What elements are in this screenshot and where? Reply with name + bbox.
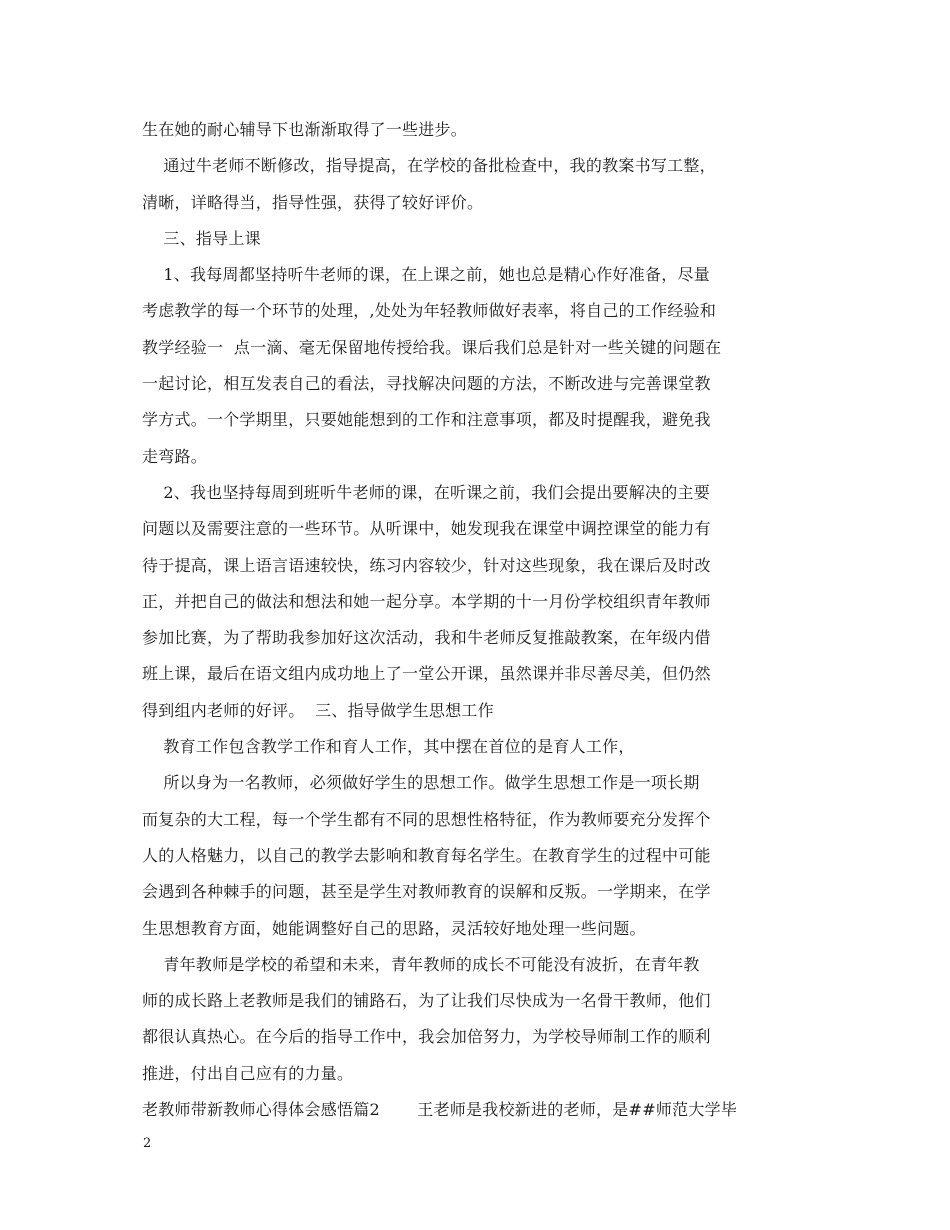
text-line: 所以身为一名教师，必须做好学生的思想工作。做学生思想工作是一项长期 xyxy=(142,773,700,793)
text-line: 得到组内老师的好评。 三、指导做学生思想工作 xyxy=(142,700,494,720)
text-line: 人的人格魅力，以自己的教学去影响和教育每名学生。在教育学生的过程中可能 xyxy=(142,845,711,865)
text-line: 参加比赛，为了帮助我参加好这次活动，我和牛老师反复推敲教案，在年级内借 xyxy=(142,628,711,648)
text-line: 会遇到各种棘手的问题，甚至是学生对教师教育的误解和反叛。一学期来，在学 xyxy=(142,882,711,902)
text-line: 问题以及需要注意的一些环节。从听课中，她发现我在课堂中调控课堂的能力有 xyxy=(142,519,711,539)
page-number: 2 xyxy=(143,1136,152,1151)
text-line: 师的成长路上老教师是我们的铺路石，为了让我们尽快成为一名骨干教师，他们 xyxy=(142,991,711,1011)
text-line: 教学经验一 点一滴、毫无保留地传授给我。课后我们总是针对一些关键的问题在 xyxy=(142,337,722,357)
text-line: 青年教师是学校的希望和未来，青年教师的成长不可能没有波折，在青年教 xyxy=(142,954,700,974)
text-line: 正，并把自己的做法和想法和她一起分享。本学期的十一月份学校组织青年教师 xyxy=(142,591,711,611)
text-line: 推进，付出自己应有的力量。 xyxy=(142,1063,354,1083)
text-line: 学方式。一个学期里，只要她能想到的工作和注意事项，都及时提醒我，避免我 xyxy=(142,410,711,430)
text-line: 1、我每周都坚持听牛老师的课，在上课之前，她也总是精心作好准备，尽量 xyxy=(142,265,711,285)
text-line: 走弯路。 xyxy=(142,446,208,466)
text-line: 都很认真热心。在今后的指导工作中，我会加倍努力，为学校导师制工作的顺利 xyxy=(142,1027,711,1047)
text-line: 待于提高，课上语言语速较快，练习内容较少，针对这些现象，我在课后及时改 xyxy=(142,555,711,575)
text-line: 通过牛老师不断修改，指导提高，在学校的备批检查中，我的教案书写工整， xyxy=(142,156,716,176)
text-line: 一起讨论，相互发表自己的看法，寻找解决问题的方法，不断改进与完善课堂教 xyxy=(142,374,711,394)
text-line: 清晰，详略得当，指导性强，获得了较好评价。 xyxy=(142,192,484,212)
text-line: 而复杂的大工程，每一个学生都有不同的思想性格特征，作为教师要充分发挥个 xyxy=(142,809,711,829)
text-line: 生在她的耐心辅导下也渐渐取得了一些进步。 xyxy=(142,120,468,139)
body-text xyxy=(142,112,822,1128)
text-line: 2、我也坚持每周到班听牛老师的课，在听课之前，我们会提出要解决的主要 xyxy=(142,482,711,502)
text-line: 教育工作包含教学工作和育人工作，其中摆在首位的是育人工作， xyxy=(142,737,635,757)
text-line: 生思想教育方面，她能调整好自己的思路，灵活较好地处理一些问题。 xyxy=(142,918,646,938)
section-heading: 三、指导上课 xyxy=(142,228,261,248)
text-line: 老教师带新教师心得体会感悟篇2 王老师是我校新进的老师，是##师范大学毕 xyxy=(142,1100,738,1120)
text-line: 班上课，最后在语文组内成功地上了一堂公开课，虽然课并非尽善尽美，但仍然 xyxy=(142,664,711,684)
text-line: 考虑教学的每一个环节的处理，,处处为年轻教师做好表率，将自己的工作经验和 xyxy=(142,301,717,321)
